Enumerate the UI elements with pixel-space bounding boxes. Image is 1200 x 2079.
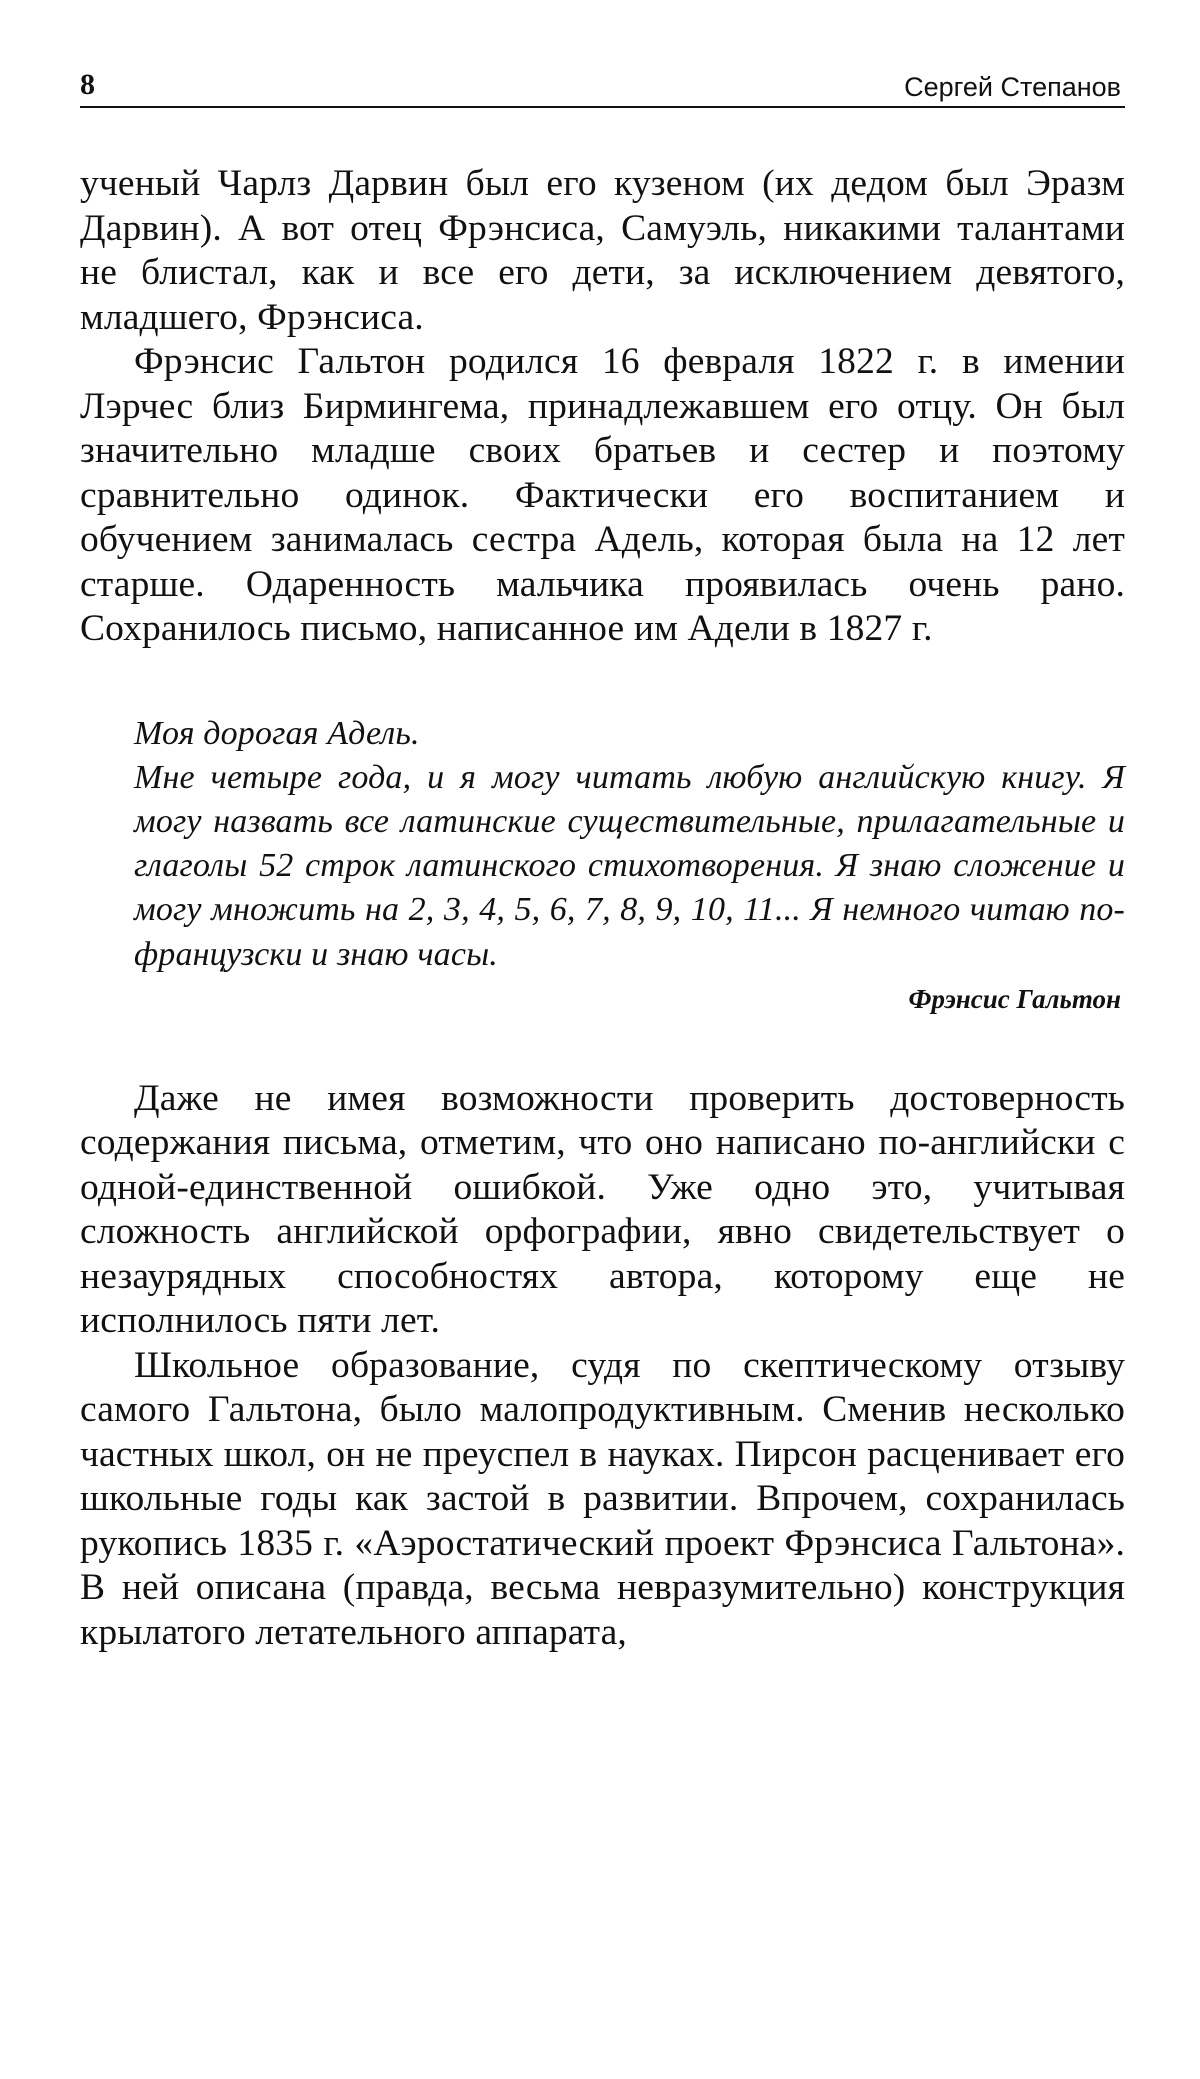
book-page — [80, 60, 1125, 1655]
paragraph-galton-birth: Фрэнсис Гальтон родился 16 февраля 1822 г. в имении Лэрчес близ Бирмингема, принадлежавшем его отцу. Он был значительно младше своих братьев и сестер и поэтому сравнительно одинок. Фактически его воспитанием и обучением занималась сестра Адель, которая была на 12 лет старше. Одаренность мальчика проявилась очень рано. Сохранилось письмо, написанное им Адели в 1827 г. — [80, 341, 1125, 649]
paragraph-school-education: Школьное образование, судя по скептическому отзыву самого Гальтона, было малопродуктивным. Сменив несколько частных школ, он не преуспел в науках. Пирсон расценивает его школьные годы как застой в развитии. Впрочем, сохранилась рукопись 1835 г. «Аэростатический проект Фрэнсиса Гальтона». В ней описана (правда, весьма невразумительно) конструкция крылатого летательного аппарата, — [80, 1344, 1125, 1653]
letter-salutation: Моя дорогая Адель. — [134, 714, 420, 752]
main-text — [80, 162, 1125, 1655]
text-after-letter — [80, 1077, 1125, 1656]
paragraph-continuation: ученый Чарлз Дарвин был его кузеном (их дедом был Эразм Дарвин). А вот отец Фрэнсиса, Самуэль, никакими талантами не блистал, как и все его дети, за исключением девятого, младшего, Фрэнсиса. — [80, 163, 1125, 338]
running-head-author: Сергей Степанов — [904, 72, 1121, 102]
paragraph-letter-analysis: Даже не имея возможности проверить достоверность содержания письма, отметим, что оно написано по-английски с одной-единственной ошибкой. Уже одно это, учитывая сложность английской орфографии, явно свидетельствует о незаурядных способностях автора, которому еще не исполнилось пяти лет. — [80, 1077, 1125, 1342]
quoted-letter — [80, 712, 1125, 1017]
page-header — [80, 60, 1125, 108]
letter-signature: Фрэнсис Гальтон — [908, 983, 1121, 1014]
page-number: 8 — [80, 68, 95, 101]
letter-body: Мне четыре года, и я могу читать любую английскую книгу. Я могу назвать все латинские существительные, прилагательные и глаголы 52 строк латинского стихотворения. Я знаю сложение и могу множить на 2, 3, 4, 5, 6, 7, 8, 9, 10, 11... Я немного читаю по-французски и знаю часы. — [134, 758, 1125, 973]
